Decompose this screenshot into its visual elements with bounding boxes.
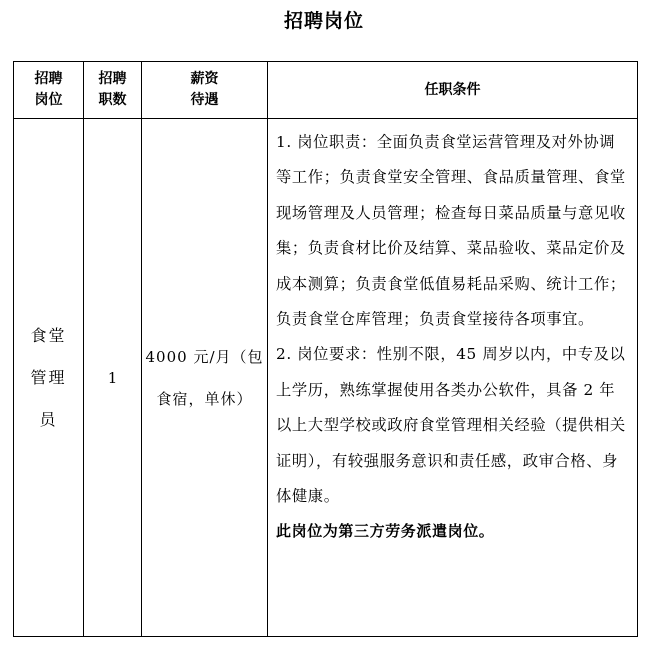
- requirements-text: 2. 岗位要求：性别不限，45 周岁以内，中专及以上学历，熟练掌握使用各类办公软件，具备 2 年以上大型学校或政府食堂管理相关经验（提供相关证明），有较强服务意识和责任感，政审合格、身体健康。: [276, 345, 626, 506]
- header-conditions: 任职条件: [268, 62, 638, 119]
- dispatch-note: 此岗位为第三方劳务派遣岗位。: [276, 522, 495, 541]
- cell-count: 1: [84, 119, 142, 637]
- table-row: [14, 119, 638, 637]
- header-position: 招聘 岗位: [14, 62, 84, 119]
- position-name: 食堂管理员: [30, 325, 67, 429]
- cell-position: [14, 119, 84, 637]
- recruitment-table: [13, 61, 638, 637]
- cell-conditions: [268, 119, 638, 637]
- table-header-row: [14, 62, 638, 119]
- duties-text: 1. 岗位职责：全面负责食堂运营管理及对外协调等工作；负责食堂安全管理、食品质量管理、食堂现场管理及人员管理；检查每日菜品质量与意见收集；负责食材比价及结算、菜品验收、菜品定价及成本测算；负责食堂低值易耗品采购、统计工作；负责食堂仓库管理；负责食堂接待各项事宜。: [276, 133, 626, 329]
- header-count: 招聘 职数: [84, 62, 142, 119]
- header-salary: 薪资 待遇: [142, 62, 268, 119]
- cell-salary: 4000 元/月（包食宿，单休）: [142, 119, 268, 637]
- page-title: 招聘岗位: [283, 10, 364, 32]
